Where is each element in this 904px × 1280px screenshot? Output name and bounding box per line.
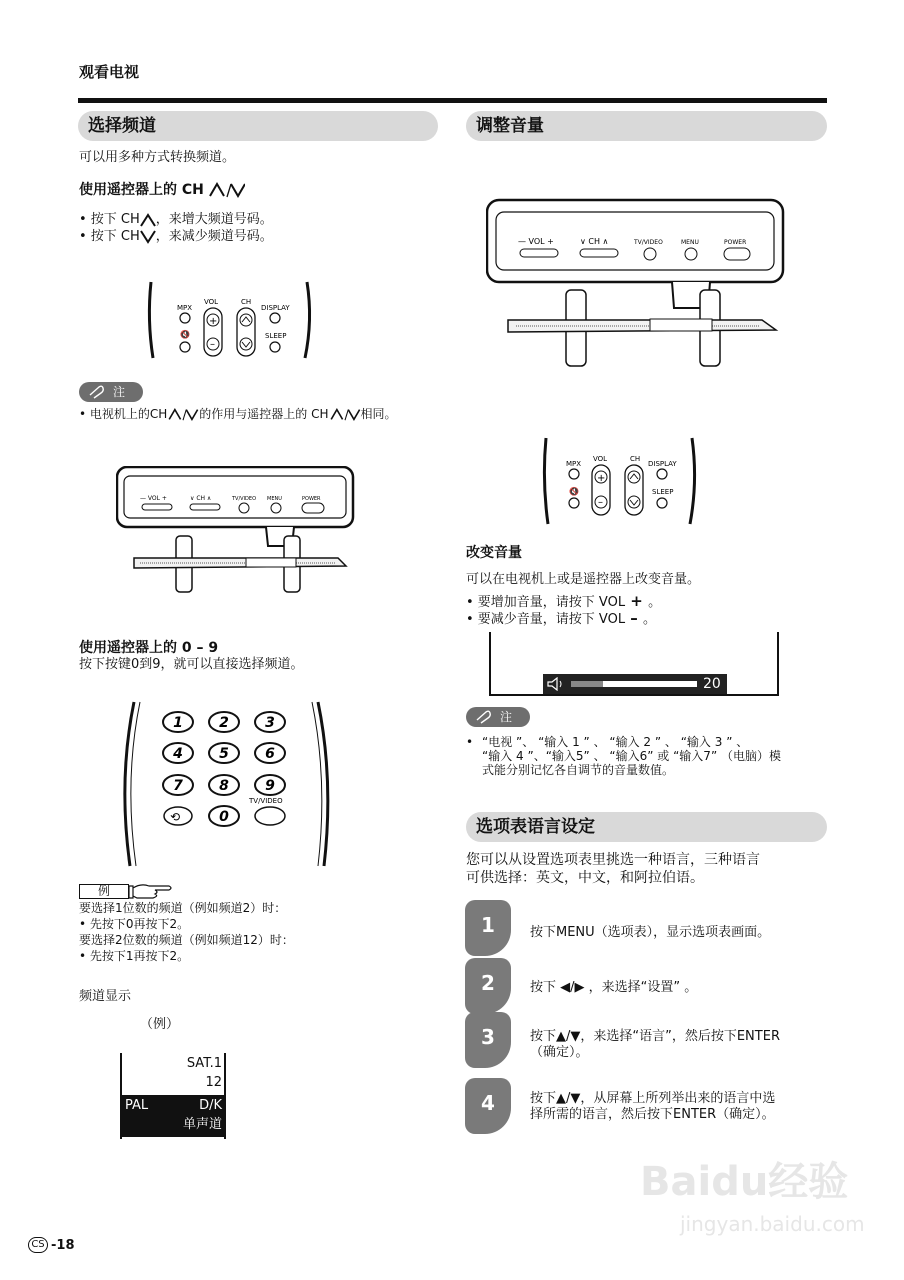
step-2-badge: 2 [465,958,511,1014]
svg-text:+: + [597,473,606,484]
svg-text:POWER: POWER [724,239,747,246]
key-0: 0 [219,809,229,825]
step-1-text: 按下MENU（选项表），显示选项表画面。 [530,925,771,940]
step-4-text: 按下▲/▼，从屏幕上所列举出来的语言中选 择所需的语言，然后按下ENTER（确定）。 [530,1091,776,1122]
subheading-change-volume: 改变音量 [466,545,522,561]
page-number: -18 [51,1238,75,1253]
key-9: 9 [265,778,275,794]
channel-display-example-label: （例） [140,1017,180,1032]
osd-sat: SAT.1 [186,1056,222,1071]
svg-text:— VOL +: — VOL + [140,495,167,502]
header-rule [78,98,827,103]
svg-text:TV/VIDEO: TV/VIDEO [634,239,663,246]
section-title-menu-language: 选项表语言设定 [466,812,827,842]
channel-display-title: 频道显示 [79,989,132,1004]
number-keys-desc: 按下按键0到9，就可以直接选择频道。 [79,657,304,672]
svg-text:CH: CH [630,455,641,463]
osd-audio-mode: 单声道 [182,1117,222,1132]
menu-language-desc: 您可以从设置选项表里挑选一种语言，三种语言 可供选择：英文，中文，和阿拉伯语。 [466,852,760,886]
key-2: 2 [219,715,229,731]
svg-text:🔇: 🔇 [180,330,190,339]
svg-text:MPX: MPX [566,460,582,468]
subheading-ch-keys: 使用遥控器上的 CH [79,182,245,198]
key-4: 4 [173,746,183,762]
watermark-url: jingyan.baidu.com [680,1212,865,1236]
bullet-ch-up: • 按下 CH ，来增大频道号码。 [79,212,273,227]
svg-text:–: – [210,339,215,350]
ch-up-icon [140,213,156,227]
subheading-number-keys: 使用遥控器上的 0 – 9 [79,640,219,656]
speaker-icon [547,677,565,691]
svg-text:VOL: VOL [593,455,608,463]
keypad-illustration [118,700,338,868]
volume-osd-bar [543,674,727,694]
svg-text:CH: CH [241,298,252,306]
step-4-badge: 4 [465,1078,511,1134]
ch-up-down-icon [329,408,361,421]
tv-side-panel-illustration-2 [486,198,786,370]
svg-text:SLEEP: SLEEP [265,332,287,340]
example-text: 要选择1位数的频道（例如频道2）时： • 先按下0再按下2。 要选择2位数的频道（例如频道12）时： • 先按下1再按下2。 [79,901,294,963]
section-title-select-channel: 选择频道 [78,111,438,141]
bullet-volume-down: • 要减少音量，请按下 VOL – 。 [466,609,657,627]
step-2-text: 按下 ◀/▶ ，来选择“设置” 。 [530,980,698,995]
remote-control-illustration-2 [536,436,706,526]
paperclip-icon [87,385,105,399]
svg-text:SLEEP: SLEEP [652,488,674,496]
step-3-text: 按下▲/▼，来选择“语言”，然后按下ENTER （确定）。 [530,1029,780,1060]
ch-up-down-icon [209,182,245,198]
step-3-badge: 3 [465,1012,511,1068]
osd-color-system: PAL [125,1098,149,1113]
key-6: 6 [265,746,275,762]
svg-text:DISPLAY: DISPLAY [648,460,677,468]
volume-osd-screen [489,632,779,696]
svg-text:DISPLAY: DISPLAY [261,304,290,312]
key-5: 5 [219,746,229,762]
osd-channel-number: 12 [205,1075,222,1090]
channel-osd-display [120,1053,226,1139]
svg-text:∨ CH ∧: ∨ CH ∧ [190,495,212,502]
pointing-hand-icon [127,880,175,902]
step-1-badge: 1 [465,900,511,956]
page-lang-badge: CS [28,1237,48,1253]
svg-text:MENU: MENU [267,496,282,502]
key-1: 1 [173,715,183,731]
svg-text:TV/VIDEO: TV/VIDEO [232,496,256,502]
change-volume-desc: 可以在电视机上或是遥控器上改变音量。 [466,572,701,587]
key-3: 3 [265,715,275,731]
svg-text:⟲: ⟲ [170,810,181,824]
volume-value: 20 [703,676,721,692]
bullet-volume-up: • 要增加音量，请按下 VOL + 。 [466,592,662,610]
svg-text:∨ CH ∧: ∨ CH ∧ [580,237,609,246]
remote-control-illustration-1 [145,280,315,360]
bullet-ch-down: • 按下 CH ，来减少频道号码。 [79,229,273,244]
svg-text:MENU: MENU [681,239,699,246]
key-8: 8 [219,778,229,794]
svg-text:— VOL +: — VOL + [518,237,554,246]
svg-text:🔇: 🔇 [569,487,579,496]
svg-text:VOL: VOL [204,298,219,306]
section-title-adjust-volume: 调整音量 [466,111,827,141]
svg-text:+: + [209,316,218,327]
remote1-mpx-label: MPX [177,304,193,312]
note-tag-1: 注 [79,382,143,402]
svg-text:POWER: POWER [302,496,321,502]
ch-up-down-icon [167,408,199,421]
svg-text:–: – [598,497,603,508]
page-header-title: 观看电视 [79,63,140,81]
osd-sound-system: D/K [199,1098,222,1113]
paperclip-icon [474,710,492,724]
example-label: 例 [79,884,129,899]
tv-side-panel-illustration-1 [116,466,356,594]
ch-down-icon [140,230,156,244]
svg-text:TV/VIDEO: TV/VIDEO [249,797,283,805]
watermark-brand: Baidu经验 [640,1159,849,1205]
select-channel-intro: 可以用多种方式转换频道。 [79,150,236,165]
note-1-text: • 电视机上的CH 的作用与遥控器上的 CH 相同。 [79,407,397,421]
note-tag-2: 注 [466,707,530,727]
volume-level-fill [571,681,603,687]
key-7: 7 [173,778,183,794]
